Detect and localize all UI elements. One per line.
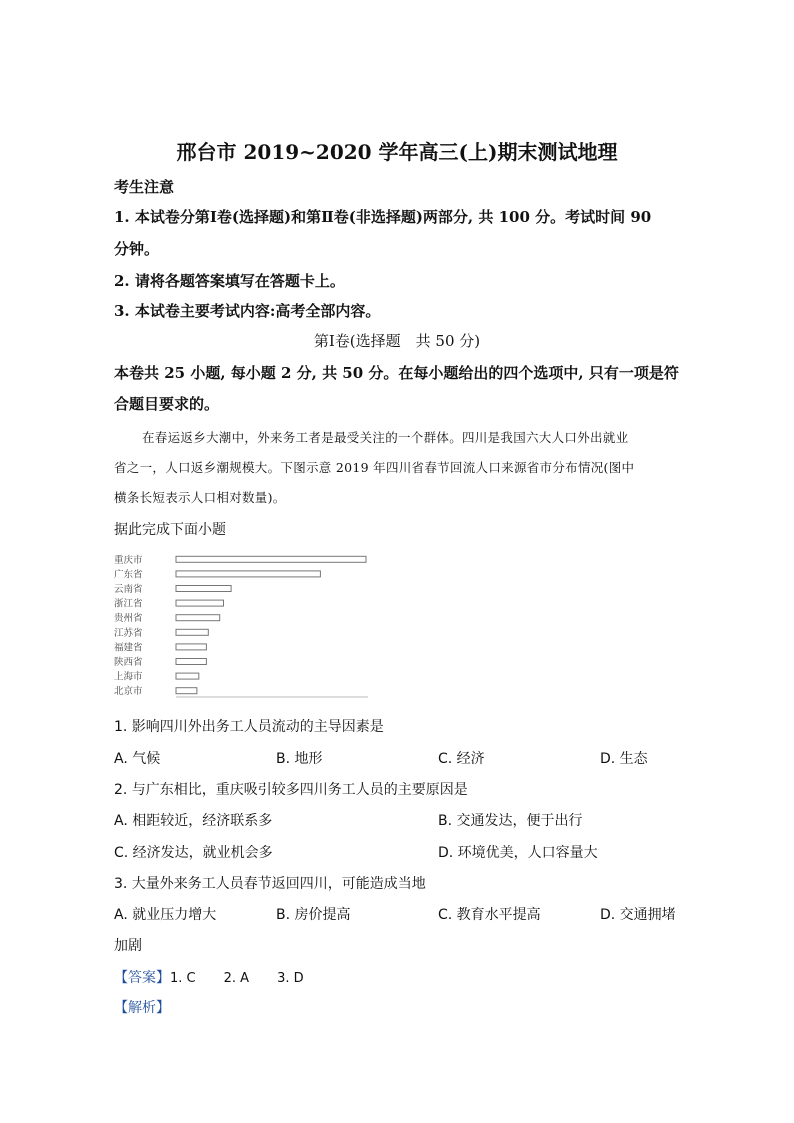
answer-item: 1. C bbox=[170, 971, 196, 986]
chart-bar bbox=[176, 556, 366, 562]
chart-bar bbox=[176, 673, 199, 679]
question-option: C. 经济 bbox=[438, 751, 485, 767]
passage-line: 横条长短表示人口相对数量)。 bbox=[114, 490, 286, 505]
chart-bar bbox=[176, 688, 197, 694]
question-option: B. 房价提高 bbox=[276, 907, 351, 923]
chart-category-label: 广东省 bbox=[114, 569, 143, 581]
passage-line: 在春运返乡大潮中，外来务工者是最受关注的一个群体。四川是我国六大人口外出就业 bbox=[142, 430, 629, 445]
chart-category-label: 浙江省 bbox=[114, 598, 143, 610]
answer-line bbox=[114, 967, 304, 987]
passage-line: 省之一，人口返乡潮规模大。下图示意 2019 年四川省春节回流人口来源省市分布情况(图中 bbox=[114, 460, 635, 475]
page-title: 邢台市 2019~2020 学年高三(上)期末测试地理 bbox=[176, 140, 618, 164]
section-instruction: 本卷共 25 小题, 每小题 2 分, 共 50 分。在每小题给出的四个选项中, 只有一项是符 bbox=[114, 364, 679, 382]
lead-in: 据此完成下面小题 bbox=[114, 522, 226, 538]
notice-heading: 考生注意 bbox=[114, 178, 175, 196]
answer-item: 2. A bbox=[223, 971, 250, 986]
chart-bar bbox=[176, 600, 224, 606]
notice-line: 1. 本试卷分第Ⅰ卷(选择题)和第Ⅱ卷(非选择题)两部分, 共 100 分。考试时间 90 bbox=[114, 208, 652, 226]
question-option: C. 教育水平提高 bbox=[438, 907, 541, 923]
section-title: 第Ⅰ卷(选择题 共 50 分) bbox=[313, 332, 481, 350]
chart-category-label: 上海市 bbox=[114, 671, 143, 683]
question-option: B. 地形 bbox=[276, 751, 323, 767]
question-option: D. 交通拥堵 bbox=[600, 907, 676, 923]
question-stem: 1. 影响四川外出务工人员流动的主导因素是 bbox=[114, 719, 384, 735]
chart-category-label: 北京市 bbox=[114, 686, 143, 698]
chart-bar bbox=[176, 644, 206, 650]
chart-bar bbox=[176, 586, 231, 592]
chart-bar bbox=[176, 629, 208, 635]
chart-category-label: 贵州省 bbox=[114, 613, 143, 625]
chart-category-label: 云南省 bbox=[114, 584, 143, 595]
migration-bar-chart bbox=[110, 546, 380, 706]
chart-category-label: 重庆市 bbox=[114, 554, 143, 566]
chart-bar bbox=[176, 659, 206, 665]
question-option: D. 生态 bbox=[600, 751, 648, 767]
question-option: A. 气候 bbox=[114, 751, 161, 767]
chart-category-label: 陕西省 bbox=[114, 657, 143, 668]
answer-item: 3. D bbox=[277, 971, 304, 986]
notice-line: 3. 本试卷主要考试内容:高考全部内容。 bbox=[114, 302, 381, 320]
question-stem: 2. 与广东相比，重庆吸引较多四川务工人员的主要原因是 bbox=[114, 782, 468, 798]
chart-bar bbox=[176, 615, 220, 621]
analysis-tag: 【解析】 bbox=[114, 1000, 170, 1016]
chart-bar bbox=[176, 571, 320, 577]
question-option: B. 交通发达，便于出行 bbox=[438, 813, 583, 829]
notice-line: 2. 请将各题答案填写在答题卡上。 bbox=[114, 272, 345, 290]
question-option: A. 就业压力增大 bbox=[114, 907, 217, 923]
chart-category-label: 江苏省 bbox=[114, 627, 143, 639]
answer-tag: 【答案】 bbox=[114, 970, 170, 986]
question-option: C. 经济发达，就业机会多 bbox=[114, 845, 273, 861]
section-instruction: 合题目要求的。 bbox=[114, 395, 220, 413]
question-stem: 3. 大量外来务工人员春节返回四川，可能造成当地 bbox=[114, 876, 426, 892]
question-option: A. 相距较近，经济联系多 bbox=[114, 813, 273, 829]
question-option: D. 环境优美，人口容量大 bbox=[438, 845, 598, 861]
question-continuation: 加剧 bbox=[114, 938, 142, 954]
notice-line: 分钟。 bbox=[114, 240, 160, 258]
chart-category-label: 福建省 bbox=[114, 642, 143, 654]
